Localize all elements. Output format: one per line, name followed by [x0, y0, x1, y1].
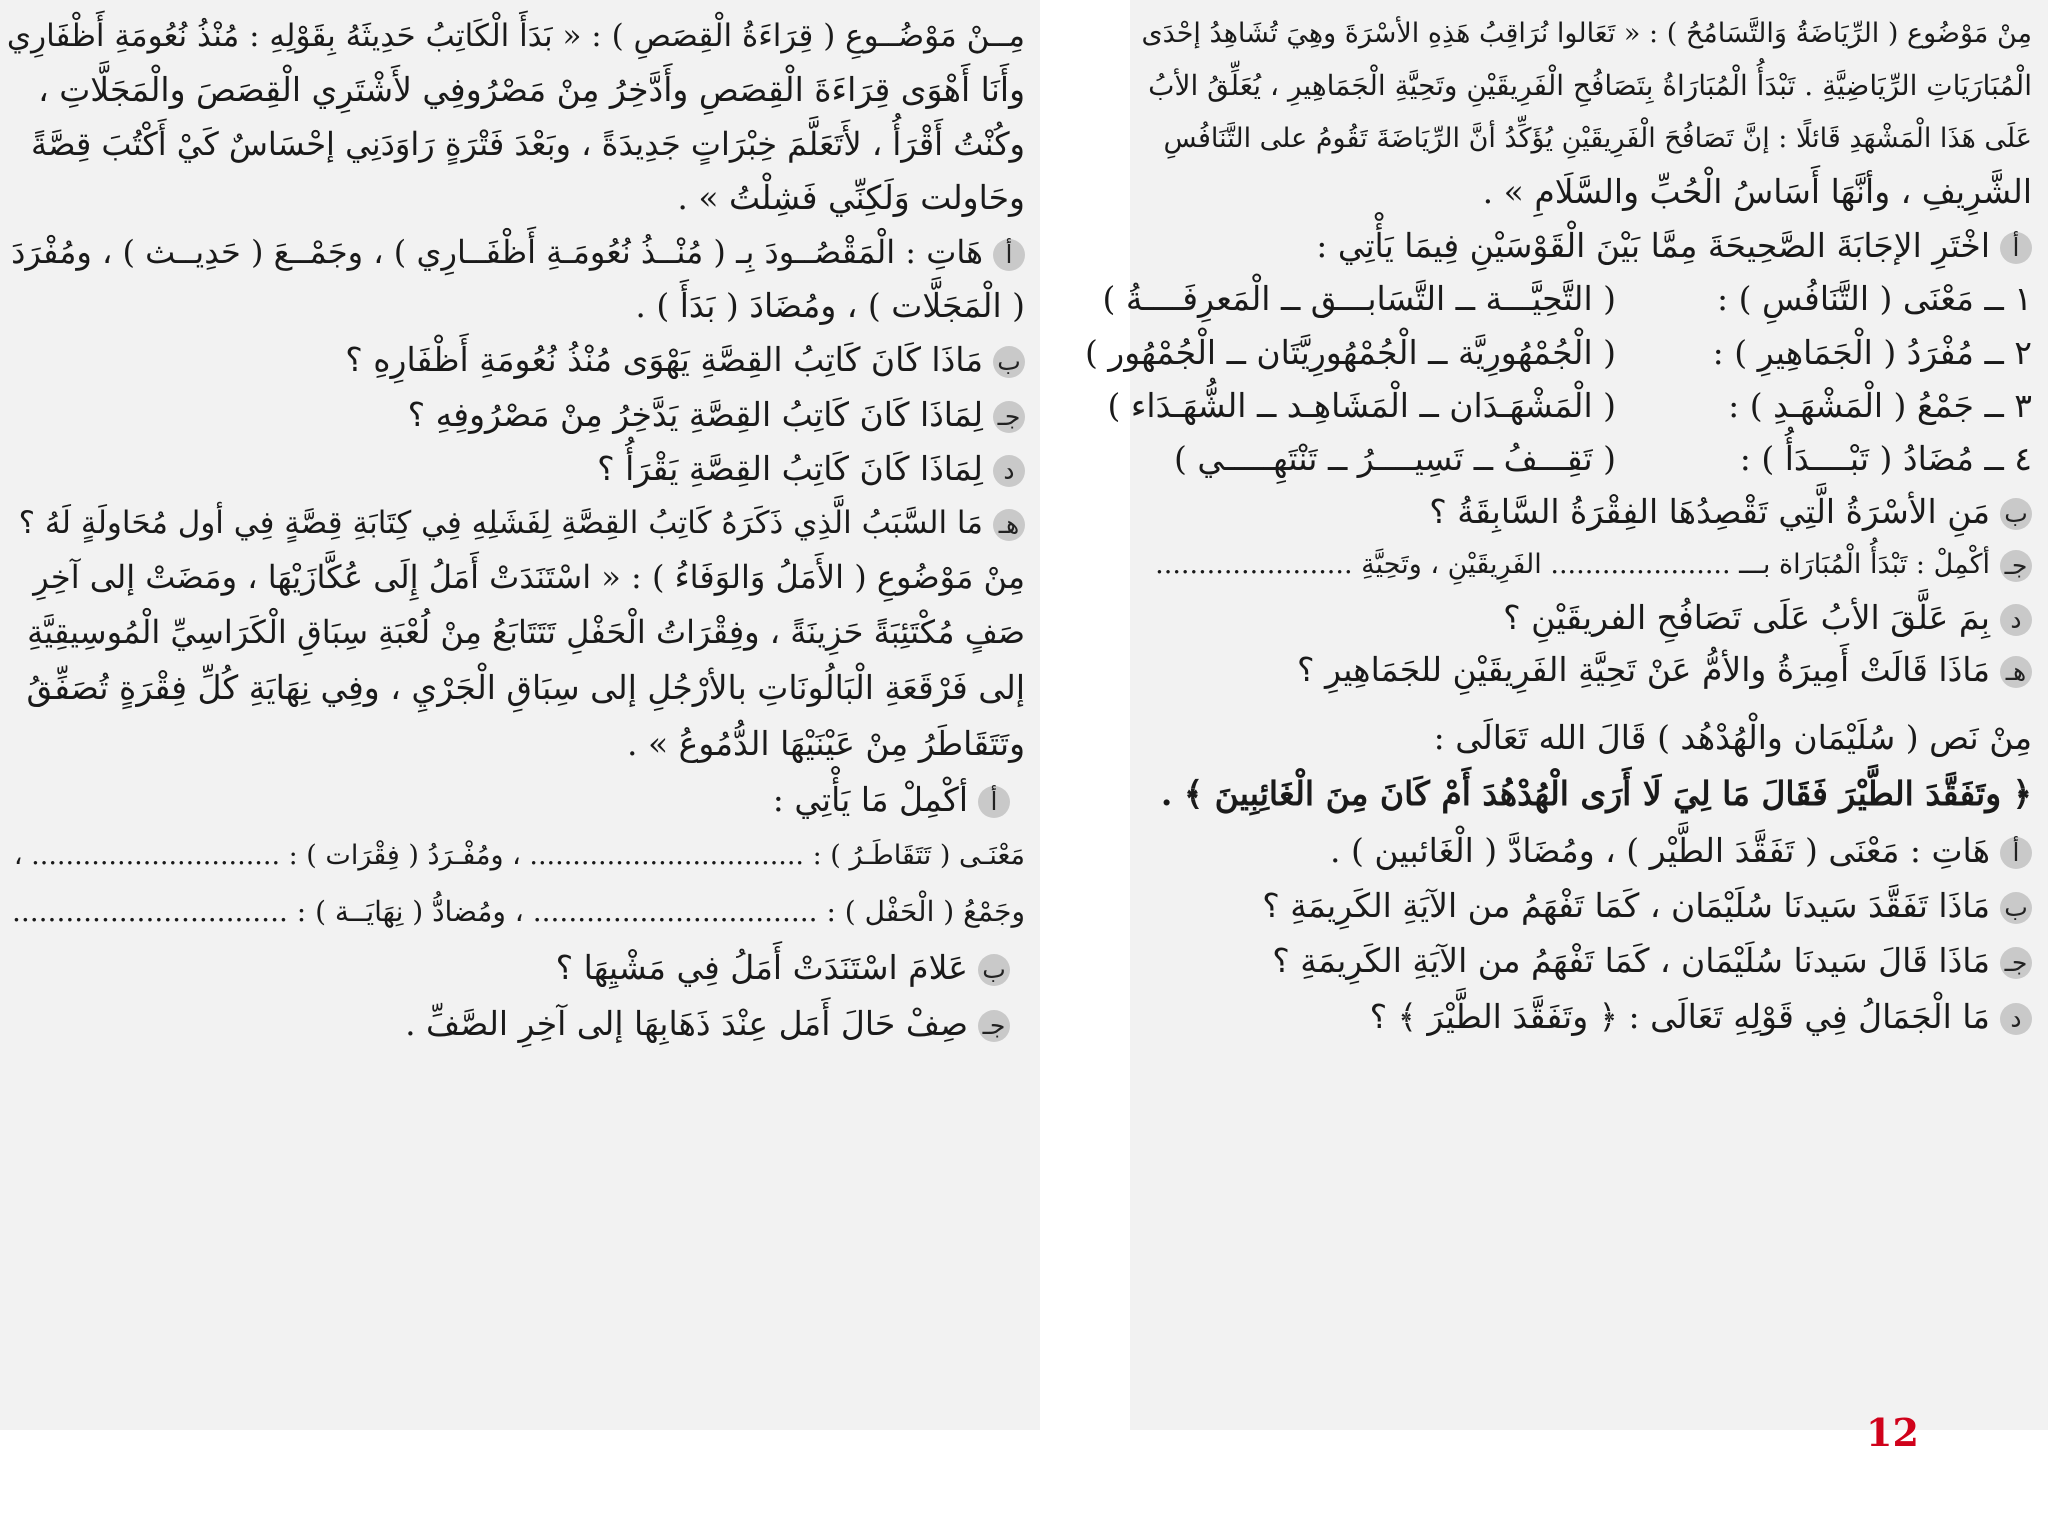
question-d — [1503, 596, 2032, 640]
passage-line: إلى فَرْقَعَةِ الْبَالُونَاتِ بالأرْجُلِ إلى سِبَاقِ الْجَرْيِ ، وفِي نِهَايَةِ كُلِّ فِقْرَةٍ تُصَفِّقُ — [26, 668, 1025, 707]
question-text: هَاتِ : الْمَقْصُــودَ بِـ ( مُنْــذُ نُعُومَـةِ أَظْفَــارِي ) ، وجَمْــعَ ( حَدِيــث ) ، ومُفْرَدَ — [11, 233, 983, 271]
question-text: صِفْ حَالَ أَمَل عِنْدَ ذَهَابِهَا إلى آخِرِ الصَّفِّ . — [405, 1004, 968, 1043]
option-label: ٢ ــ مُفْرَدُ ( الْجَمَاهِيرِ ) : — [1712, 333, 2032, 372]
question-c — [1155, 543, 2032, 587]
question-text: اخْتَرِ الإجَابَةَ الصَّحِيحَةَ مِمَّا بَيْنَ الْقَوْسَيْنِ فِيمَا يَأْتِي : — [1316, 226, 1990, 265]
option-choices: ( التَّحِيَّـــة ــ التَّسَابـــق ــ الْمَعرِفَــــةُ ) — [1102, 279, 1616, 318]
question2-a — [773, 778, 1010, 822]
question-b — [345, 338, 1025, 382]
question-badge: هـ — [993, 509, 1025, 541]
question-a — [1316, 224, 2032, 268]
question-text: أكْمِلْ : تَبْدَأُ الْمُبَارَاة بـــ ..................... الفَرِيقَيْنِ ، وتَحِيَّةِ ....................... — [1155, 549, 1990, 580]
question-badge: أ — [978, 786, 1010, 818]
passage-line: مِنْ مَوْضُوع ( الرِّيَاضَةُ وَالتَّسَامُحُ ) : « تَعَالوا نُرَاقِبُ هَذِهِ الأسْرَةَ وهِيَ تُشَاهِدُ إحْدَى — [1141, 18, 2032, 49]
question-b — [1429, 490, 2032, 534]
question-text: عَلامَ اسْتَنَدَتْ أَمَلُ فِي مَشْيِهَا ؟ — [555, 948, 968, 987]
page-number: 12 — [1866, 1410, 1919, 1455]
question-badge: أ — [2000, 232, 2032, 264]
question-badge: ب — [978, 954, 1010, 986]
question-badge: ب — [2000, 498, 2032, 530]
passage-line: وكُنْتُ أَقْرَأُ ، لأَتَعَلَّمَ خِبْرَاتٍ جَدِيدَةً ، وبَعْدَ فَتْرَةٍ رَاوَدَنِي إحْسَاسٌ كَيْ أَكْتُبَ قِصَّةً — [31, 125, 1025, 163]
fill-line: مَعْنَـى ( تَتَقَاطَـرُ ) : ................................ ، ومُفْـرَدُ ( فِقْرَات ) : ............................. ، — [13, 840, 1025, 871]
question-text: مَنِ الأسْرَةُ الَّتِي تَقْصِدُهَا الفِقْرَةُ السَّابِقَةُ ؟ — [1429, 492, 1990, 531]
question2-b — [556, 946, 1010, 990]
question-badge: جـ — [2000, 550, 2032, 582]
option-label: ١ ــ مَعْنَى ( التَّنَافُسِ ) : — [1717, 279, 2032, 318]
question-a — [11, 230, 1025, 274]
passage2-intro: مِنْ نَص ( سُلَيْمَان والْهُدْهُد ) قَالَ الله تَعَالَى : — [1433, 718, 2032, 757]
question2-d — [1370, 995, 2032, 1039]
question-text: هَاتِ : مَعْنَى ( تَفَقَّدَ الطَّيْر ) ، ومُضَادَّ ( الْغَائبين ) . — [1330, 831, 1990, 870]
question-d — [597, 447, 1025, 491]
question-badge: جـ — [993, 401, 1025, 433]
question-h — [19, 501, 1025, 545]
left-column — [0, 0, 1040, 1430]
question-badge: ب — [993, 346, 1025, 378]
question-text: مَا الْجَمَالُ فِي قَوْلِهِ تَعَالَى : ﴿ وتَفَقَّدَ الطَّيْرَ ﴾ ؟ — [1369, 997, 1990, 1036]
question2-b — [1262, 884, 2032, 928]
question2-a — [1330, 829, 2032, 873]
passage-line: مِــنْ مَوْضُــوعِ ( قِرَاءَةُ الْقِصَصِ ) : « بَدَأَ الْكَاتِبُ حَدِيثَهُ بِقَوْلِهِ : مُنْذُ نُعُومَةِ أَظْفَارِي — [6, 18, 1025, 54]
question-badge: د — [2000, 1003, 2032, 1035]
passage-line: الْمُبَارَيَاتِ الرِّيَاضِيَّةِ . تَبْدَأُ الْمُبَارَاةُ بِتَصَافُحِ الْفَرِيقَيْنِ وتَحِيَّةِ الْجَمَاهِيرِ ، يُعَلِّقُ الأبُ — [1148, 69, 2032, 102]
passage-line: الشَّرِيفِ ، وأنَّهَا أَسَاسُ الْحُبِّ والسَّلَامِ » . — [1482, 172, 2032, 211]
passage-line: عَلَى هَذَا الْمَشْهَدِ قَائلًا : إنَّ تَصَافُحَ الْفَرِيقَيْنِ يُؤَكِّدُ أنَّ الرِّيَاضَةَ تَقُومُ على التَّنَافُسِ — [1163, 123, 2032, 154]
question-text: مَاذَا قَالَتْ أَمِيرَةُ والأمُّ عَنْ تَحِيَّةِ الفَرِيقَيْنِ للجَمَاهِيرِ ؟ — [1297, 650, 1990, 689]
question-badge: هـ — [2000, 656, 2032, 688]
option-choices: ( الْمَشْهَـدَان ــ الْمَشَاهِـد ــ الشُّهَـدَاء ) — [1107, 386, 1616, 425]
question-h — [1297, 648, 2032, 692]
question-c — [408, 393, 1025, 437]
question-text: مَا السَّبَبُ الَّذِي ذَكَرَهُ كَاتِبُ القِصَّةِ لِفَشَلِهِ فِي كِتَابَةِ قِصَّةٍ فِي أول مُحَاولَةٍ لَهُ ؟ — [18, 505, 983, 541]
question2-c — [405, 1002, 1010, 1046]
passage-line: وأَنَا أَهْوَى قِرَاءَةَ الْقِصَصِ وأَدَّخِرُ مِنْ مَصْرُوفِي لأَشْتَرِي الْقِصَصَ والْمَجَلَّاتِ ، — [38, 70, 1025, 109]
question-text: لِمَاذَا كَانَ كَاتِبُ القِصَّةِ يَقْرَأُ ؟ — [597, 449, 983, 488]
question-badge: د — [993, 455, 1025, 487]
option-choices: ( تَقِـــفُ ــ تَسِيــــرُ ــ تَنْتَهِـــــي ) — [1173, 439, 1616, 478]
question-text: مَاذَا تَفَقَّدَ سَيدنَا سُلَيْمَان ، كَمَا تَفْهَمُ من الآيَةِ الكَرِيمَةِ ؟ — [1262, 886, 1990, 925]
passage-line: مِنْ مَوْضُوعِ ( الأَمَلُ وَالوَفَاءُ ) : « اسْتَنَدَتْ أَمَلُ إِلَى عُكَّازَيْهَا ، ومَضَتْ إلى آخِرِ — [33, 558, 1025, 596]
question-a-continued: ( الْمَجَلَّات ) ، ومُضَادَ ( بَدَأَ ) . — [635, 286, 1025, 325]
option-label: ٤ ــ مُضَادُ ( تَبْــــدَأُ ) : — [1739, 439, 2032, 478]
question-badge: د — [2000, 604, 2032, 636]
passage-line: وحَاولت وَلَكِنِّي فَشِلْتُ » . — [677, 178, 1025, 217]
passage-line: وتَتَقَاطَرُ مِنْ عَيْنَيْهَا الدُّمُوعُ » . — [626, 724, 1025, 763]
question-text: أكْمِلْ مَا يَأْتِي : — [772, 780, 968, 819]
question-text: مَاذَا قَالَ سَيدنَا سُلَيْمَان ، كَمَا تَفْهَمُ من الآيَةِ الكَرِيمَةِ ؟ — [1272, 941, 1990, 980]
question-text: مَاذَا كَانَ كَاتِبُ القِصَّةِ يَهْوَى مُنْذُ نُعُومَةِ أَظْفَارِهِ ؟ — [345, 340, 983, 379]
option-label: ٣ ــ جَمْعُ ( الْمَشْهَـدِ ) : — [1728, 386, 2032, 425]
question-badge: ب — [2000, 892, 2032, 924]
right-column — [1084, 0, 2048, 1430]
option-choices: ( الْجُمْهُورِيَّة ــ الْجُمْهُورِيَّتَان ــ الْجُمْهُور ) — [1084, 333, 1616, 372]
question-text: بِمَ عَلَّقَ الأبُ عَلَى تَصَافُحِ الفريقَيْنِ ؟ — [1503, 598, 1990, 637]
question-badge: جـ — [2000, 947, 2032, 979]
passage-line: صَفٍ مُكْتَئِبَةً حَزِينَةً ، وفِقْرَاتُ الْحَفْلِ تَتَتَابَعُ مِنْ لُعْبَةِ سِبَاقِ الْكَرَاسِيِّ الْمُوسِيقِيَّةِ — [27, 613, 1025, 651]
question-text: لِمَاذَا كَانَ كَاتِبُ القِصَّةِ يَدَّخِرُ مِنْ مَصْرُوفِهِ ؟ — [407, 395, 983, 434]
question-badge: جـ — [978, 1010, 1010, 1042]
question-badge: أ — [993, 239, 1025, 271]
quran-verse: ﴿ وتَفَقَّدَ الطَّيْرَ فَقَالَ مَا لِيَ لَا أَرَى الْهُدْهُدَ أَمْ كَانَ مِنَ الْغَائِبِينَ ﴾ . — [1160, 774, 2032, 813]
question2-c — [1272, 939, 2032, 983]
question-badge: أ — [2000, 837, 2032, 869]
fill-line: وجَمْعُ ( الْحَفْل ) : ................................ ، ومُضادُّ ( نِهَايَــة ) : ............................... — [11, 895, 1025, 928]
